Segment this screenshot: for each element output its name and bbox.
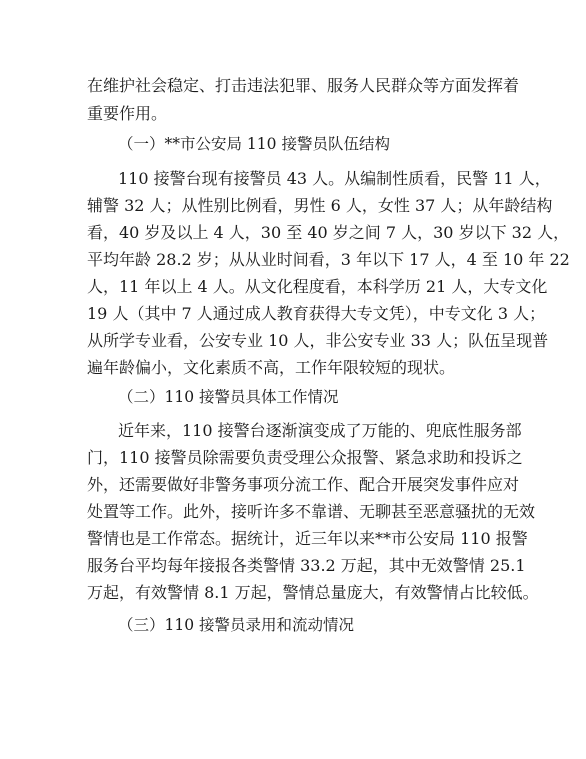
body-text-line: 警情也是工作常态。据统计，近三年以来**市公安局 110 报警 [87,529,528,548]
body-text-line: 人，11 年以上 4 人。从文化程度看，本科学历 21 人，大专文化 [87,277,548,296]
paragraph-first-line: 110 接警台现有接警员 43 人。从编制性质看，民警 11 人， [118,169,551,188]
section-heading: （二）110 接警员具体工作情况 [118,388,339,406]
body-text-line: 遍年龄偏小，文化素质不高，工作年限较短的现状。 [87,358,456,377]
body-text-line: 重要作用。 [87,104,168,123]
body-text-line: 从所学专业看，公安专业 10 人，非公安专业 33 人；队伍呈现普 [87,331,549,350]
section-heading: （一）**市公安局 110 接警员队伍结构 [118,135,390,153]
body-text-line: 服务台平均每年接报各类警情 33.2 万起，其中无效警情 25.1 [87,556,526,575]
body-text-line: 在维护社会稳定、打击违法犯罪、服务人民群众等方面发挥着 [87,76,520,95]
body-text-line: 平均年龄 28.2 岁；从从业时间看，3 年以下 17 人，4 至 10 年 22 [87,250,570,269]
body-text-line: 外，还需要做好非警务事项分流工作、配合开展突发事件应对 [87,475,520,494]
body-text-line: 门，110 接警员除需要负责受理公众报警、紧急求助和投诉之 [87,448,523,467]
paragraph-first-line: 近年来，110 接警台逐渐演变成了万能的、兜底性服务部 [118,421,522,440]
body-text-line: 辅警 32 人；从性别比例看，男性 6 人，女性 37 人；从年龄结构 [87,196,553,215]
body-text-line: 看，40 岁及以上 4 人，30 至 40 岁之间 7 人，30 岁以下 32 人， [87,223,570,242]
body-text-line: 万起，有效警情 8.1 万起，警情总量庞大，有效警情占比较低。 [87,583,539,602]
body-text-line: 19 人（其中 7 人通过成人教育获得大专文凭），中专文化 3 人； [87,304,546,323]
body-text-line: 处置等工作。此外，接听许多不靠谱、无聊甚至恶意骚扰的无效 [87,502,536,521]
section-heading: （三）110 接警员录用和流动情况 [118,616,355,634]
